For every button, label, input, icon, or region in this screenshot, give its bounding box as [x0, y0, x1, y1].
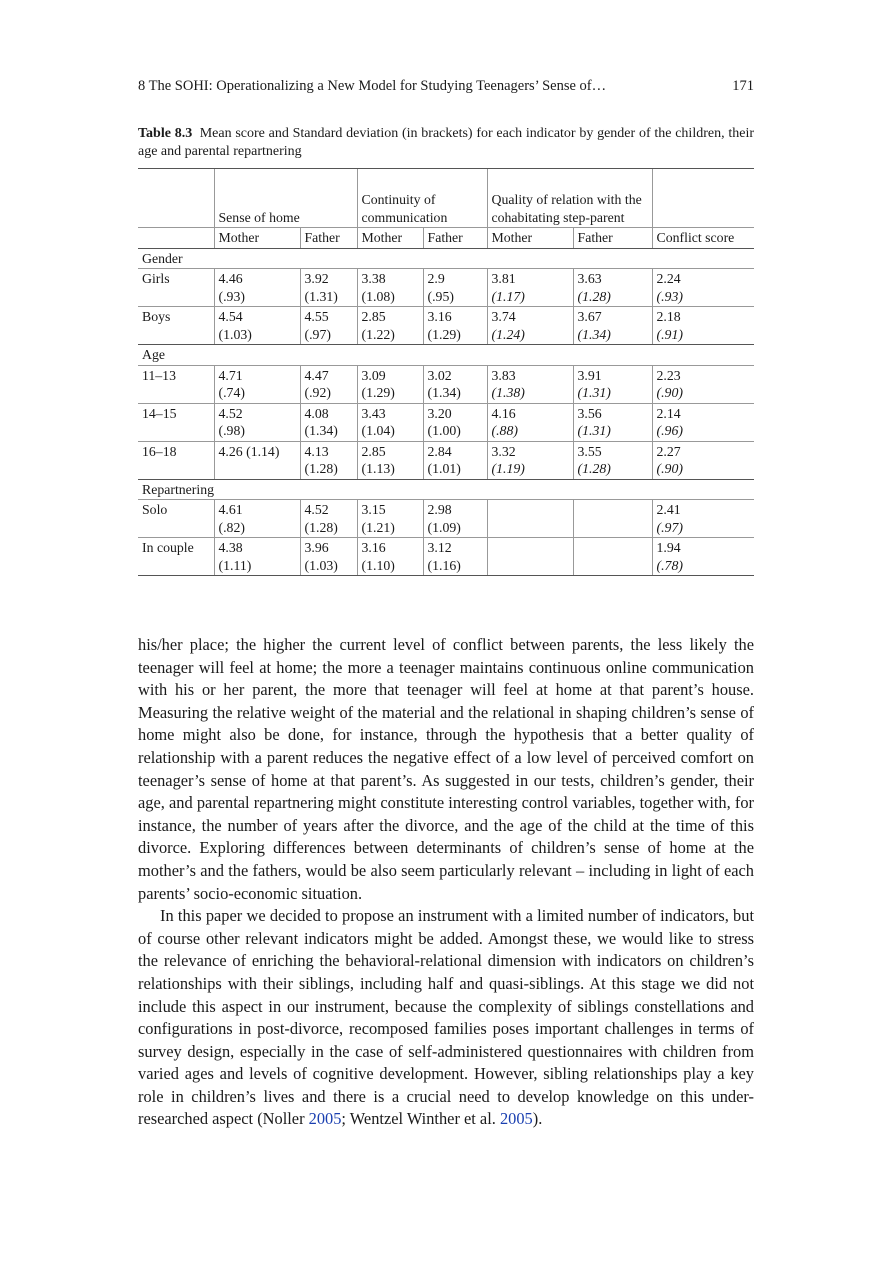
table-cell: 2.84 (1.01)	[423, 441, 487, 479]
table-cell-empty	[573, 538, 652, 576]
body-text	[138, 634, 754, 1131]
table-cell: 3.12 (1.16)	[423, 538, 487, 576]
table-cell: 4.55 (.97)	[300, 307, 357, 345]
citation-link-wentzel-winther[interactable]: 2005	[499, 1109, 533, 1129]
table-cell: 2.14 (.96)	[652, 403, 754, 441]
table-cell: 4.08 (1.34)	[300, 403, 357, 441]
table-cell: 3.81 (1.17)	[487, 269, 573, 307]
table-cell: 2.18 (.91)	[652, 307, 754, 345]
row-label: In couple	[138, 538, 214, 576]
row-label: 11–13	[138, 365, 214, 403]
header-quality-relation: Quality of relation with the cohabitating step-parent	[487, 169, 652, 228]
table-cell: 3.91 (1.31)	[573, 365, 652, 403]
table-cell: 3.02 (1.34)	[423, 365, 487, 403]
subheader-mother: Mother	[214, 228, 300, 249]
table-cell: 4.47 (.92)	[300, 365, 357, 403]
table-cell: 3.32 (1.19)	[487, 441, 573, 479]
paragraph-1: his/her place; the higher the current level of conflict between parents, the less likely the teenager will feel at home; the more a teenager maintains continuous online communication with his or her parent, the more that teenager will feel at home at that parent’s house. Measuring the relative weight of the material and the relational in shaping children’s sense of home might also be done, for instance, through the hypothesis that a better quality of relationship with a parent reduces the negative effect of a low level of perceived comfort on teenager’s sense of home at that parent’s. As suggested in our tests, children’s gender, their age, and parental repartnering might constitute interesting control variables, together with, for instance, the number of years after the divorce, and the age of the child at the time of this divorce. Exploring differences between determinants of children’s sense of home at the mother’s and the fathers, would be also seem particularly relevant – including in light of each parents’ socio-economic situation.	[138, 635, 754, 903]
subheader-mother: Mother	[357, 228, 423, 249]
subheader-father: Father	[300, 228, 357, 249]
table-cell-empty	[573, 500, 652, 538]
table-row	[138, 365, 754, 403]
row-label: 16–18	[138, 441, 214, 479]
table-cell: 2.27 (.90)	[652, 441, 754, 479]
table-cell: 3.16 (1.29)	[423, 307, 487, 345]
subheader-father: Father	[423, 228, 487, 249]
header-sense-of-home: Sense of home	[214, 169, 357, 228]
table-cell: 3.16 (1.10)	[357, 538, 423, 576]
table-group-header-row	[138, 169, 754, 228]
section-label: Repartnering	[138, 479, 754, 500]
running-head-chapter: 8 The SOHI: Operationalizing a New Model for Studying Teenagers’ Sense of…	[138, 78, 607, 94]
table-cell: 4.71 (.74)	[214, 365, 300, 403]
section-label: Age	[138, 345, 754, 366]
table-cell: 1.94 (.78)	[652, 538, 754, 576]
table-cell-empty	[487, 500, 573, 538]
section-row-repartnering	[138, 479, 754, 500]
table-cell: 4.16 (.88)	[487, 403, 573, 441]
header-continuity: Continuity of communication	[357, 169, 487, 228]
table-cell: 3.20 (1.00)	[423, 403, 487, 441]
table-row	[138, 441, 754, 479]
row-label: Solo	[138, 500, 214, 538]
page-number: 171	[732, 78, 754, 94]
table-cell: 4.13 (1.28)	[300, 441, 357, 479]
table-cell: 2.23 (.90)	[652, 365, 754, 403]
table-row	[138, 307, 754, 345]
table-row	[138, 269, 754, 307]
table-cell: 3.83 (1.38)	[487, 365, 573, 403]
subheader-mother: Mother	[487, 228, 573, 249]
table-cell: 4.52 (1.28)	[300, 500, 357, 538]
table-cell: 3.67 (1.34)	[573, 307, 652, 345]
table-row	[138, 403, 754, 441]
paragraph-2: In this paper we decided to propose an instrument with a limited number of indicators, but of course other relevant indicators might be added. Amongst these, we would like to stress the relevance of enriching the behavioral-relational dimension with indicators on children’s relationships with their siblings, including half and quasi-siblings. At this stage we did not include this aspect in our instrument, because the complexity of siblings constellations and configurations in post-divorce, recomposed families poses important challenges in terms of survey design, especially in the case of self-administered questionnaires with children from varied ages and levels of cognitive development. However, sibling relationships play a key role in children’s lives and there is a crucial need to develop knowledge on this under-researched aspect (Noller 2005; Wentzel Winther et al. 2005).	[138, 906, 754, 1129]
section-row-age	[138, 345, 754, 366]
table-cell: 3.43 (1.04)	[357, 403, 423, 441]
table-cell: 4.52 (.98)	[214, 403, 300, 441]
table-row	[138, 500, 754, 538]
data-table	[138, 168, 754, 576]
table-cell: 2.98 (1.09)	[423, 500, 487, 538]
row-label: Boys	[138, 307, 214, 345]
table-cell: 4.46 (.93)	[214, 269, 300, 307]
table-cell: 3.09 (1.29)	[357, 365, 423, 403]
table-cell-empty	[487, 538, 573, 576]
table-cell: 2.9 (.95)	[423, 269, 487, 307]
table-cell: 3.92 (1.31)	[300, 269, 357, 307]
running-head	[138, 78, 754, 95]
table-row	[138, 538, 754, 576]
table-cell: 4.54 (1.03)	[214, 307, 300, 345]
subheader-conflict-score: Conflict score	[652, 228, 754, 249]
table-caption	[138, 125, 754, 161]
table-cell: 4.38 (1.11)	[214, 538, 300, 576]
row-label: Girls	[138, 269, 214, 307]
table-cell: 4.26 (1.14)	[214, 441, 300, 479]
table-cell: 3.55 (1.28)	[573, 441, 652, 479]
subheader-father: Father	[573, 228, 652, 249]
table-cell: 2.85 (1.13)	[357, 441, 423, 479]
table-cell: 2.41 (.97)	[652, 500, 754, 538]
table-cell: 3.63 (1.28)	[573, 269, 652, 307]
table-cell: 2.85 (1.22)	[357, 307, 423, 345]
citation-link-noller[interactable]: 2005	[308, 1109, 342, 1129]
table-cell: 3.15 (1.21)	[357, 500, 423, 538]
table-cell: 4.61 (.82)	[214, 500, 300, 538]
table-cell: 3.74 (1.24)	[487, 307, 573, 345]
table-sub-header-row	[138, 228, 754, 249]
table-cell: 3.38 (1.08)	[357, 269, 423, 307]
row-label: 14–15	[138, 403, 214, 441]
section-label: Gender	[138, 248, 754, 269]
section-row-gender	[138, 248, 754, 269]
table-label: Table 8.3	[138, 126, 193, 141]
table-cell: 3.56 (1.31)	[573, 403, 652, 441]
table-caption-text: Mean score and Standard deviation (in brackets) for each indicator by gender of the children, their age and parental repartnering	[138, 126, 754, 159]
table-cell: 2.24 (.93)	[652, 269, 754, 307]
table-cell: 3.96 (1.03)	[300, 538, 357, 576]
